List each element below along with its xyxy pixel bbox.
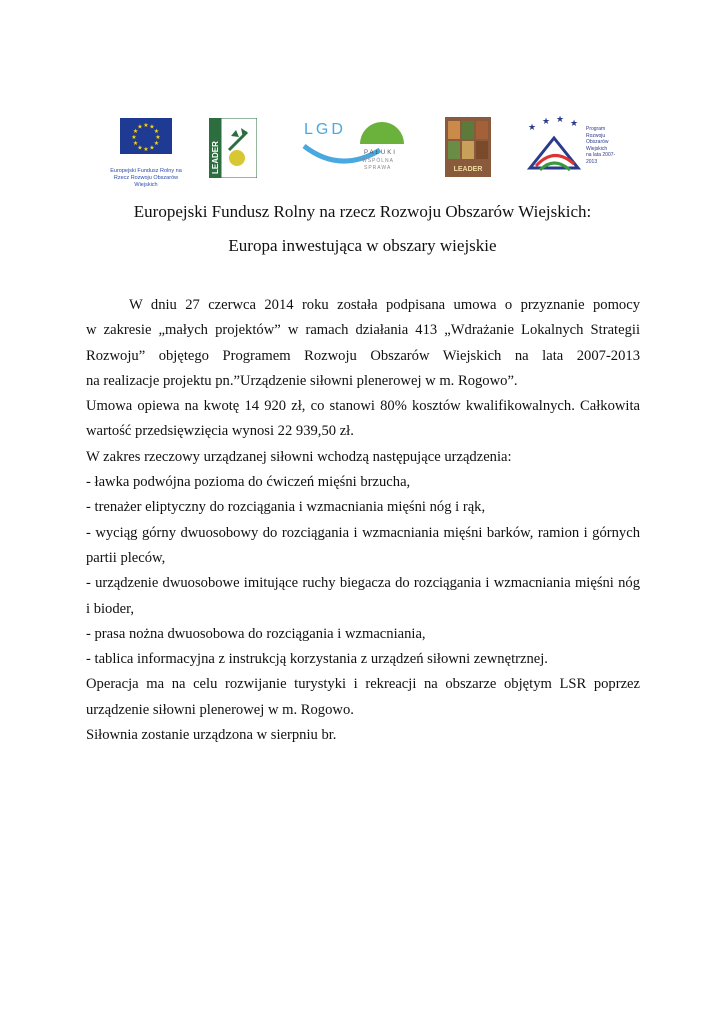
svg-text:LEADER: LEADER — [453, 166, 483, 173]
body-line: Rozwoju” objętego Programem Rozwoju Obszarów Wiejskich na lata 2007-2013 — [86, 347, 640, 364]
list-item: - tablica informacyjna z instrukcją korzystania z urządzeń siłowni zewnętrznej. — [86, 651, 548, 668]
svg-text:WSPÓLNA: WSPÓLNA — [362, 158, 395, 164]
leader-logo — [209, 118, 257, 178]
svg-text:★: ★ — [149, 144, 155, 152]
heading-line-1: Europejski Fundusz Rolny na rzecz Rozwoju Obszarów Wiejskich: — [133, 202, 592, 221]
list-item: - wyciąg górny dwuosobowy do rozciągania i wzmacniania mięśni barków, ramion i górnych — [86, 524, 640, 541]
svg-text:LEADER: LEADER — [211, 141, 220, 174]
list-item: - prasa nożna dwuosobowa do rozciągania i wzmacniania, — [86, 625, 426, 642]
eu-flag-logo — [120, 118, 172, 154]
list-item: - ławka podwójna pozioma do ćwiczeń mięśni brzucha, — [86, 474, 411, 491]
prow-years: na lata 2007-2013 — [586, 152, 616, 165]
svg-text:★: ★ — [131, 134, 137, 141]
svg-text:LGD: LGD — [304, 121, 346, 138]
body-line: w zakresie „małych projektów” w ramach działania 413 „Wdrażanie Lokalnych Strategii — [86, 322, 640, 339]
body-line: W zakres rzeczowy urządzanej siłowni wchodzą następujące urządzenia: — [86, 448, 512, 465]
svg-text:SPRAWA: SPRAWA — [364, 165, 392, 171]
svg-text:★: ★ — [528, 123, 537, 133]
list-item: partii pleców, — [86, 549, 166, 566]
prow-title: Program Rozwoju Obszarów Wiejskich — [586, 126, 609, 152]
logo-bar — [0, 112, 725, 192]
svg-text:★: ★ — [137, 144, 143, 152]
svg-text:★: ★ — [153, 128, 160, 135]
svg-text:★: ★ — [556, 116, 565, 125]
svg-text:★: ★ — [143, 146, 149, 153]
lgd-paluki-logo — [300, 116, 410, 178]
list-item: - trenażer eliptyczny do rozciągania i wzmacniania mięśni nóg i rąk, — [86, 499, 486, 516]
prow-caption — [586, 126, 620, 165]
svg-text:★: ★ — [143, 122, 149, 129]
list-item: - urządzenie dwuosobowe imitujące ruchy biegacza do rozciągania i wzmacniania mięśni nóg — [86, 575, 640, 592]
eu-caption: Europejski Fundusz Rolny na Rzecz Rozwoju Obszarów Wiejskich — [110, 168, 182, 188]
body-line: wartość przedsięwzięcia wynosi 22 939,50 zł. — [86, 423, 354, 440]
body-line: Umowa opiewa na kwotę 14 920 zł, co stanowi 80% kosztów kwalifikowalnych. Całkowita — [86, 398, 640, 415]
heading-line-2: Europa inwestująca w obszary wiejskie — [228, 236, 497, 255]
leader-mosaic-logo — [445, 117, 491, 177]
body-line: urządzenie siłowni plenerowej w m. Rogowo. — [86, 701, 354, 718]
svg-text:★: ★ — [153, 140, 160, 147]
body-line: Operacja ma na celu rozwijanie turystyki i rekreacji na obszarze objętym LSR poprzez — [86, 676, 640, 693]
body-line: W dniu 27 czerwca 2014 roku została podpisana umowa o przyznanie pomocy — [129, 297, 640, 313]
prow-logo — [522, 116, 614, 180]
svg-text:★: ★ — [132, 128, 139, 135]
svg-text:★: ★ — [132, 140, 139, 147]
svg-text:★: ★ — [542, 117, 551, 127]
list-item: i bioder, — [86, 600, 135, 617]
body-line: Siłownia zostanie urządzona w sierpniu br. — [86, 727, 337, 744]
document-body — [86, 293, 640, 748]
svg-text:★: ★ — [570, 119, 579, 129]
svg-text:★: ★ — [149, 123, 155, 131]
body-line: na realizacje projektu pn.”Urządzenie siłowni plenerowej w m. Rogowo”. — [86, 372, 518, 389]
svg-text:PAŁUKI: PAŁUKI — [364, 150, 397, 156]
svg-text:★: ★ — [137, 123, 143, 131]
svg-text:★: ★ — [155, 134, 161, 141]
